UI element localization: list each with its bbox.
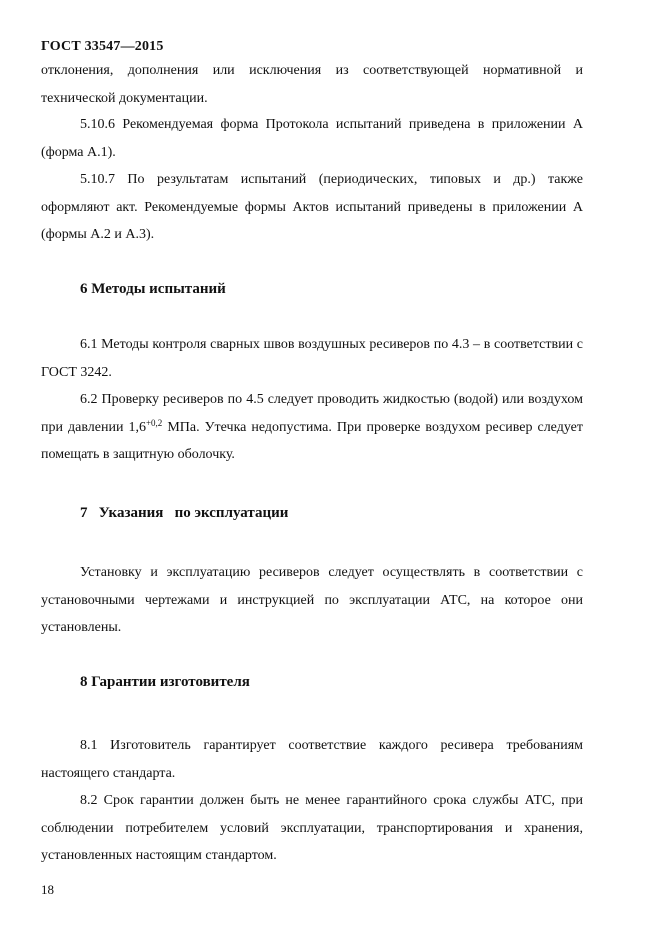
page-number: 18 xyxy=(41,882,54,897)
paragraph-7: Установку и эксплуатацию ресиверов следует осуществлять в соответствии с установочными чертежами и инструкцией по эксплуатации АТС, на которое они установлены. xyxy=(41,565,583,635)
document-header: ГОСТ 33547—2015 xyxy=(41,39,164,54)
paragraph-6-2-text: 6.2 Проверку ресиверов по 4.5 следует проводить жидкостью (водой) или воздухом при давлении 1,6 xyxy=(41,392,583,435)
paragraph-8-2: 8.2 Срок гарантии должен быть не менее гарантийного срока службы АТС, при соблюдении потребителем условий эксплуатации, транспортирования и хранения, установленных настоящим стандартом. xyxy=(41,793,583,863)
paragraph-5-10-6: 5.10.6 Рекомендуемая форма Протокола испытаний приведена в приложении А (форма А.1). xyxy=(41,117,583,160)
section-heading-7: 7 Указания по эксплуатации xyxy=(80,505,289,521)
section-heading-6: 6 Методы испытаний xyxy=(80,281,226,297)
paragraph-8-1: 8.1 Изготовитель гарантирует соответствие каждого ресивера требованиям настоящего стандарта. xyxy=(41,738,583,781)
section-heading-8: 8 Гарантии изготовителя xyxy=(80,674,250,690)
paragraph-6-1: 6.1 Методы контроля сварных швов воздушных ресиверов по 4.3 – в соответствии с ГОСТ 3242. xyxy=(41,337,583,380)
paragraph-6-2 xyxy=(41,386,583,469)
paragraph-5-10-7: 5.10.7 По результатам испытаний (периодических, типовых и др.) также оформляют акт. Рекомендуемые формы Актов испытаний приведены в приложении А (формы А.2 и А.3). xyxy=(41,172,583,242)
paragraph: отклонения, дополнения или исключения из соответствующей нормативной и технической документации. xyxy=(41,63,583,106)
paragraph-6-2-text-end: МПа. Утечка недопустима. При проверке воздухом ресивер следует помещать в защитную оболочку. xyxy=(41,419,583,462)
pressure-tolerance: +0,2 xyxy=(145,417,163,428)
